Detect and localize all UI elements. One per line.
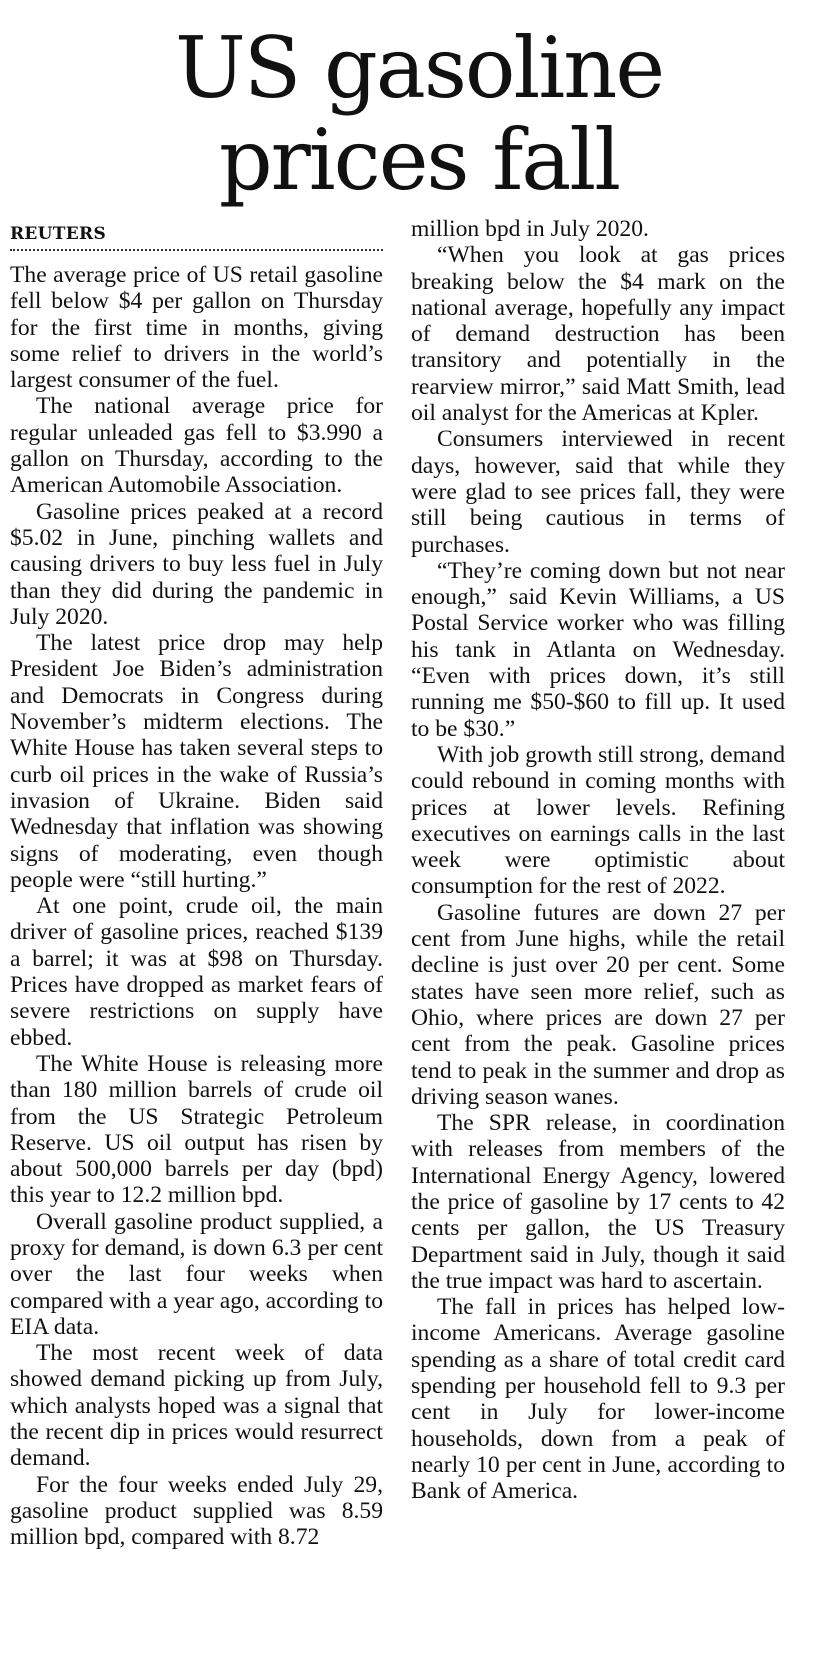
article-column-right — [411, 216, 785, 1505]
paragraph: With job growth still strong, demand could rebound in coming months with prices at lower levels. Refining executives on earnings calls in the last week were optimistic about consumption for the rest of 2022. — [411, 741, 785, 900]
paragraph: The White House is releasing more than 180 million barrels of crude oil from the US Strategic Petroleum Reserve. US oil output has risen by about 500,000 barrels per day (bpd) this year to 12.2 million bpd. — [10, 1050, 383, 1209]
paragraph: Gasoline futures are down 27 per cent from June highs, while the retail decline is just over 20 per cent. Some states have seen more relief, such as Ohio, where prices are down 27 per cent from the peak. Gasoline prices tend to peak in the summer and drop as driving season wanes. — [411, 899, 785, 1110]
article-column-left — [10, 222, 383, 1551]
paragraph: At one point, crude oil, the main driver of gasoline prices, reached $139 a barrel; it was at $98 on Thursday. Prices have dropped as market fears of severe restrictions on supply have ebbed. — [10, 893, 383, 1051]
paragraph: The average price of US retail gasoline fell below $4 per gallon on Thursday for the first time in months, giving some relief to drivers in the world’s largest consumer of the fuel. — [10, 262, 383, 394]
paragraph: The latest price drop may help President Joe Biden’s administration and Democrats in Congress during November’s midterm elections. The White House has taken several steps to curb oil prices in the wake of Russia’s invasion of Ukraine. Biden said Wednesday that inflation was showing signs of moderating, even though people were “still hurting.” — [10, 630, 383, 893]
paragraph: The national average price for regular unleaded gas fell to $3.990 a gallon on Thursday, according to the American Automobile Association. — [10, 393, 383, 499]
paragraph: “When you look at gas prices breaking below the $4 mark on the national average, hopefully any impact of demand destruction has been transitory and potentially in the rearview mirror,” said Matt Smith, lead oil analyst for the Americas at Kpler. — [411, 242, 785, 427]
headline-line-2: prices fall — [218, 111, 620, 209]
paragraph: The SPR release, in coordination with releases from members of the International Energy Agency, lowered the price of gasoline by 17 cents to 42 cents per gallon, the US Treasury Department said in July, though it said the true impact was hard to ascertain. — [411, 1110, 785, 1294]
paragraph: Consumers interviewed in recent days, however, said that while they were glad to see prices fall, they were still being cautious in terms of purchases. — [411, 426, 785, 558]
headline-line-1: US gasoline — [174, 19, 664, 117]
paragraph: For the four weeks ended July 29, gasoline product supplied was 8.59 million bpd, compared with 8.72 — [10, 1471, 383, 1551]
byline-divider — [10, 249, 383, 251]
paragraph: The fall in prices has helped low-income Americans. Average gasoline spending as a share of total credit card spending per household fell to 9.3 per cent in July for lower-income households, down from a peak of nearly 10 per cent in June, according to Bank of America. — [411, 1294, 785, 1505]
paragraph: “They’re coming down but not near enough,” said Kevin Williams, a US Postal Service worker who was filling his tank in Atlanta on Wednesday. “Even with prices down, it’s still running me $50-$60 to fill up. It used to be $30.” — [411, 557, 785, 742]
paragraph: Overall gasoline product supplied, a proxy for demand, is down 6.3 per cent over the last four weeks when compared with a year ago, according to EIA data. — [10, 1208, 383, 1340]
paragraph: Gasoline prices peaked at a record $5.02 in June, pinching wallets and causing drivers to buy less fuel in July than they did during the pandemic in July 2020. — [10, 498, 383, 630]
headline — [0, 19, 838, 209]
byline: REUTERS — [10, 224, 107, 244]
paragraph: The most recent week of data showed demand picking up from July, which analysts hoped was a signal that the recent dip in prices would resurrect demand. — [10, 1340, 383, 1472]
paragraph-continued: million bpd in July 2020. — [411, 216, 649, 242]
